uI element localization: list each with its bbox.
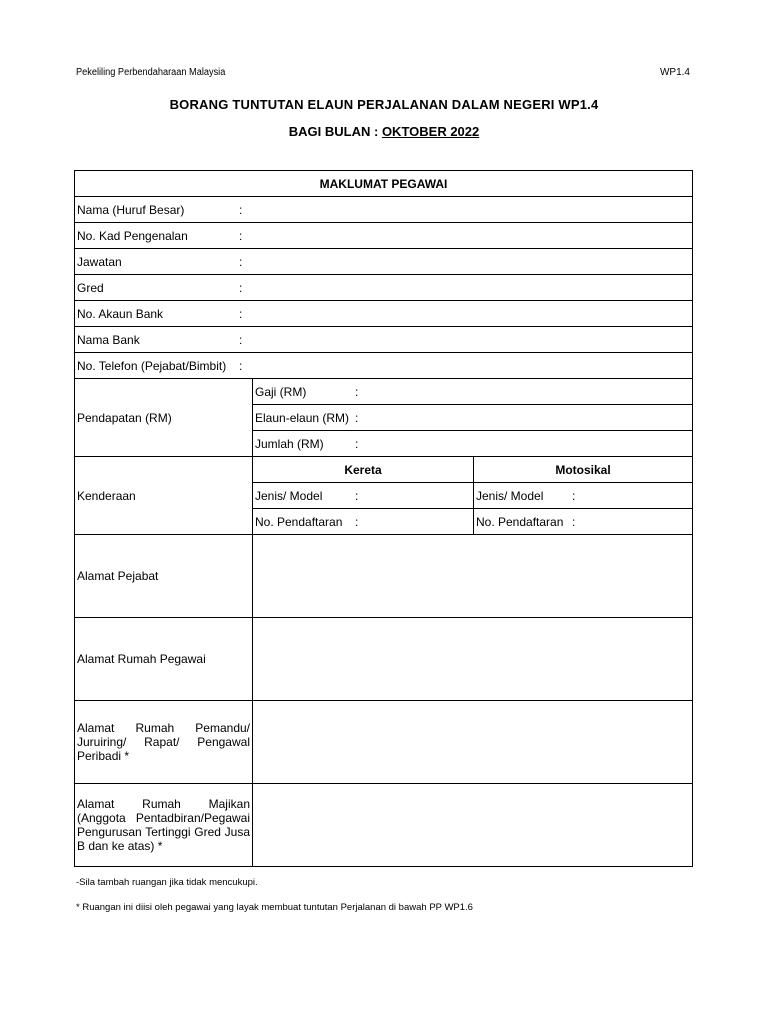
field-label: No. Kad Pengenalan [77,228,188,243]
field-label: Gaji (RM) [255,384,307,399]
alamat-pemandu-row [75,701,693,784]
field-motosikal-jenis[interactable] [474,483,693,509]
field-nama-bank[interactable] [75,327,693,353]
field-label: Nama (Huruf Besar) [77,202,185,217]
officer-info-table [74,170,693,867]
field-row-nama [75,197,693,223]
field-telefon[interactable] [75,353,693,379]
field-label: Nama Bank [77,332,140,347]
alamat-pejabat-label: Alamat Pejabat [75,535,253,618]
pendapatan-label: Pendapatan (RM) [75,379,253,457]
kereta-heading: Kereta [253,457,474,483]
subtitle-month: OKTOBER 2022 [381,124,480,139]
note-eligibility: * Ruangan ini diisi oleh pegawai yang layak membuat tuntutan Perjalanan di bawah PP WP1.6 [76,902,473,913]
field-akaun-bank[interactable] [75,301,693,327]
field-colon: : [355,514,359,529]
field-colon: : [239,358,243,373]
header-right: WP1.4 [659,67,690,78]
alamat-rumah-field[interactable] [253,618,693,701]
field-colon: : [355,436,359,451]
field-elaun[interactable] [253,405,693,431]
field-kereta-pendaftaran[interactable] [253,509,474,535]
section-heading: MAKLUMAT PEGAWAI [75,171,693,197]
field-row-akaun-bank [75,301,693,327]
field-label: Jawatan [77,254,122,269]
field-colon: : [572,488,576,503]
field-label: No. Telefon (Pejabat/Bimbit) [77,358,227,373]
form-title: BORANG TUNTUTAN ELAUN PERJALANAN DALAM NEGERI WP1.4 [169,97,599,112]
field-motosikal-pendaftaran[interactable] [474,509,693,535]
kenderaan-header-row [75,457,693,483]
field-label: No. Akaun Bank [77,306,164,321]
kenderaan-label: Kenderaan [75,457,253,535]
field-label: Elaun-elaun (RM) [255,410,350,425]
field-colon: : [355,488,359,503]
field-row-gred [75,275,693,301]
field-colon: : [355,410,359,425]
field-colon: : [239,254,243,269]
field-label: Gred [77,280,104,295]
field-kad-pengenalan[interactable] [75,223,693,249]
field-colon: : [239,332,243,347]
field-label: Jumlah (RM) [255,436,324,451]
field-colon: : [239,202,243,217]
field-row-jawatan [75,249,693,275]
header-left: Pekeliling Perbendaharaan Malaysia [76,67,226,78]
field-row-telefon [75,353,693,379]
alamat-rumah-label: Alamat Rumah Pegawai [75,618,253,701]
field-colon: : [239,280,243,295]
alamat-pejabat-field[interactable] [253,535,693,618]
alamat-rumah-row [75,618,693,701]
note-add-space: -Sila tambah ruangan jika tidak mencukupi. [76,877,258,888]
field-colon: : [572,514,576,529]
field-row-nama-bank [75,327,693,353]
section-heading-row [75,171,693,197]
field-jawatan[interactable] [75,249,693,275]
form-subtitle [0,124,768,139]
alamat-pemandu-field[interactable] [253,701,693,784]
field-gred[interactable] [75,275,693,301]
alamat-majikan-row [75,784,693,867]
field-colon: : [239,228,243,243]
field-nama[interactable] [75,197,693,223]
field-colon: : [239,306,243,321]
field-label: No. Pendaftaran [476,514,564,529]
pendapatan-row-gaji [75,379,693,405]
field-gaji[interactable] [253,379,693,405]
field-label: Jenis/ Model [255,488,323,503]
field-colon: : [355,384,359,399]
field-kereta-jenis[interactable] [253,483,474,509]
field-jumlah[interactable] [253,431,693,457]
field-row-kad-pengenalan [75,223,693,249]
alamat-majikan-label: Alamat Rumah Majikan (Anggota Pentadbiran/Pegawai Pengurusan Tertinggi Gred Jusa B dan ke atas) * [75,784,253,867]
alamat-pemandu-label: Alamat Rumah Pemandu/ Juruiring/ Rapat/ Pengawal Peribadi * [75,701,253,784]
alamat-majikan-field[interactable] [253,784,693,867]
subtitle-prefix: BAGI BULAN : [288,124,382,139]
motosikal-heading: Motosikal [474,457,693,483]
field-label: No. Pendaftaran [255,514,343,529]
alamat-pejabat-row [75,535,693,618]
field-label: Jenis/ Model [476,488,544,503]
